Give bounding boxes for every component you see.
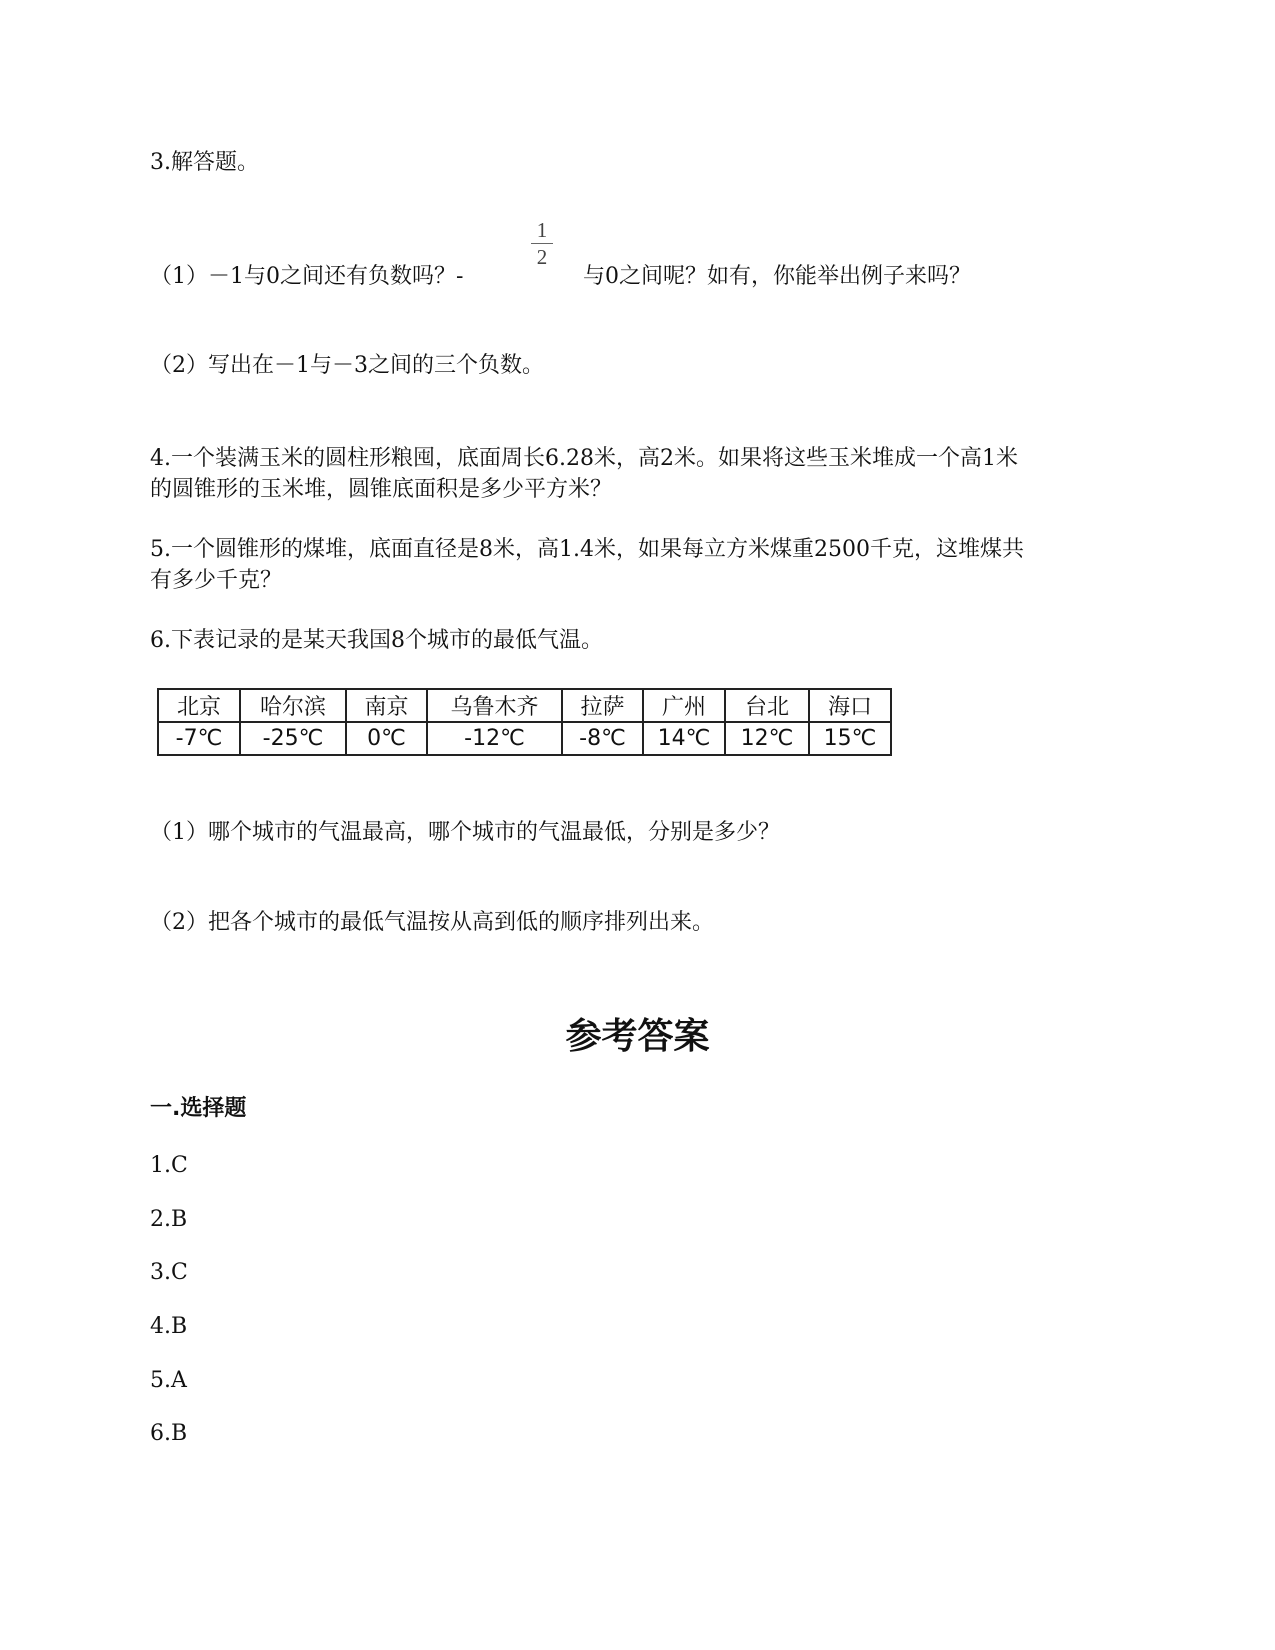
table-cell-city: 拉萨 [562, 689, 643, 722]
q6-sub1: （1）哪个城市的气温最高，哪个城市的气温最低，分别是多少？ [150, 820, 780, 845]
fraction-bar [531, 243, 553, 244]
table-cell-temp: 12℃ [725, 722, 809, 755]
table-row-temps [158, 722, 891, 755]
answer-item: 4.B [150, 1314, 188, 1339]
answer-item: 3.C [150, 1260, 188, 1285]
answers-section-heading: 一.选择题 [150, 1096, 247, 1121]
fraction-one-half [527, 218, 557, 269]
table-cell-city: 北京 [158, 689, 240, 722]
q4-line2: 的圆锥形的玉米堆，圆锥底面积是多少平方米？ [150, 477, 613, 502]
q3-heading: 3.解答题。 [150, 150, 259, 175]
table-row-cities [158, 689, 891, 722]
q6-intro: 6.下表记录的是某天我国8个城市的最低气温。 [150, 628, 603, 653]
answer-item: 1.C [150, 1153, 188, 1178]
table-cell-temp: -7℃ [158, 722, 240, 755]
table-cell-city: 广州 [643, 689, 725, 722]
answer-item: 6.B [150, 1421, 188, 1446]
table-cell-temp: 14℃ [643, 722, 725, 755]
q3-sub1-text-after: 与0之间呢？如有，你能举出例子来吗？ [583, 264, 971, 289]
q4-line1: 4.一个装满玉米的圆柱形粮囤，底面周长6.28米，高2米。如果将这些玉米堆成一个高1米 [150, 446, 1018, 471]
fraction-numerator: 1 [536, 218, 548, 242]
answers-title: 参考答案 [565, 1016, 710, 1057]
q5-line2: 有多少千克？ [150, 568, 283, 593]
q3-sub2: （2）写出在－1与－3之间的三个负数。 [150, 353, 544, 378]
table-cell-city: 南京 [346, 689, 427, 722]
table-cell-city: 乌鲁木齐 [427, 689, 562, 722]
table-cell-city: 海口 [809, 689, 891, 722]
q3-sub1-text-before: （1）－1与0之间还有负数吗？- [150, 264, 464, 289]
table-cell-temp: 0℃ [346, 722, 427, 755]
table-cell-temp: 15℃ [809, 722, 891, 755]
table-cell-city: 哈尔滨 [240, 689, 346, 722]
table-cell-temp: -25℃ [240, 722, 346, 755]
city-temperature-table [157, 688, 892, 756]
answer-item: 2.B [150, 1207, 188, 1232]
table-cell-temp: -12℃ [427, 722, 562, 755]
fraction-denominator: 2 [536, 245, 548, 269]
q5-line1: 5.一个圆锥形的煤堆，底面直径是8米，高1.4米，如果每立方米煤重2500千克，这堆煤共 [150, 537, 1024, 562]
q6-sub2: （2）把各个城市的最低气温按从高到低的顺序排列出来。 [150, 910, 714, 935]
table-cell-city: 台北 [725, 689, 809, 722]
table-cell-temp: -8℃ [562, 722, 643, 755]
answer-item: 5.A [150, 1368, 187, 1393]
